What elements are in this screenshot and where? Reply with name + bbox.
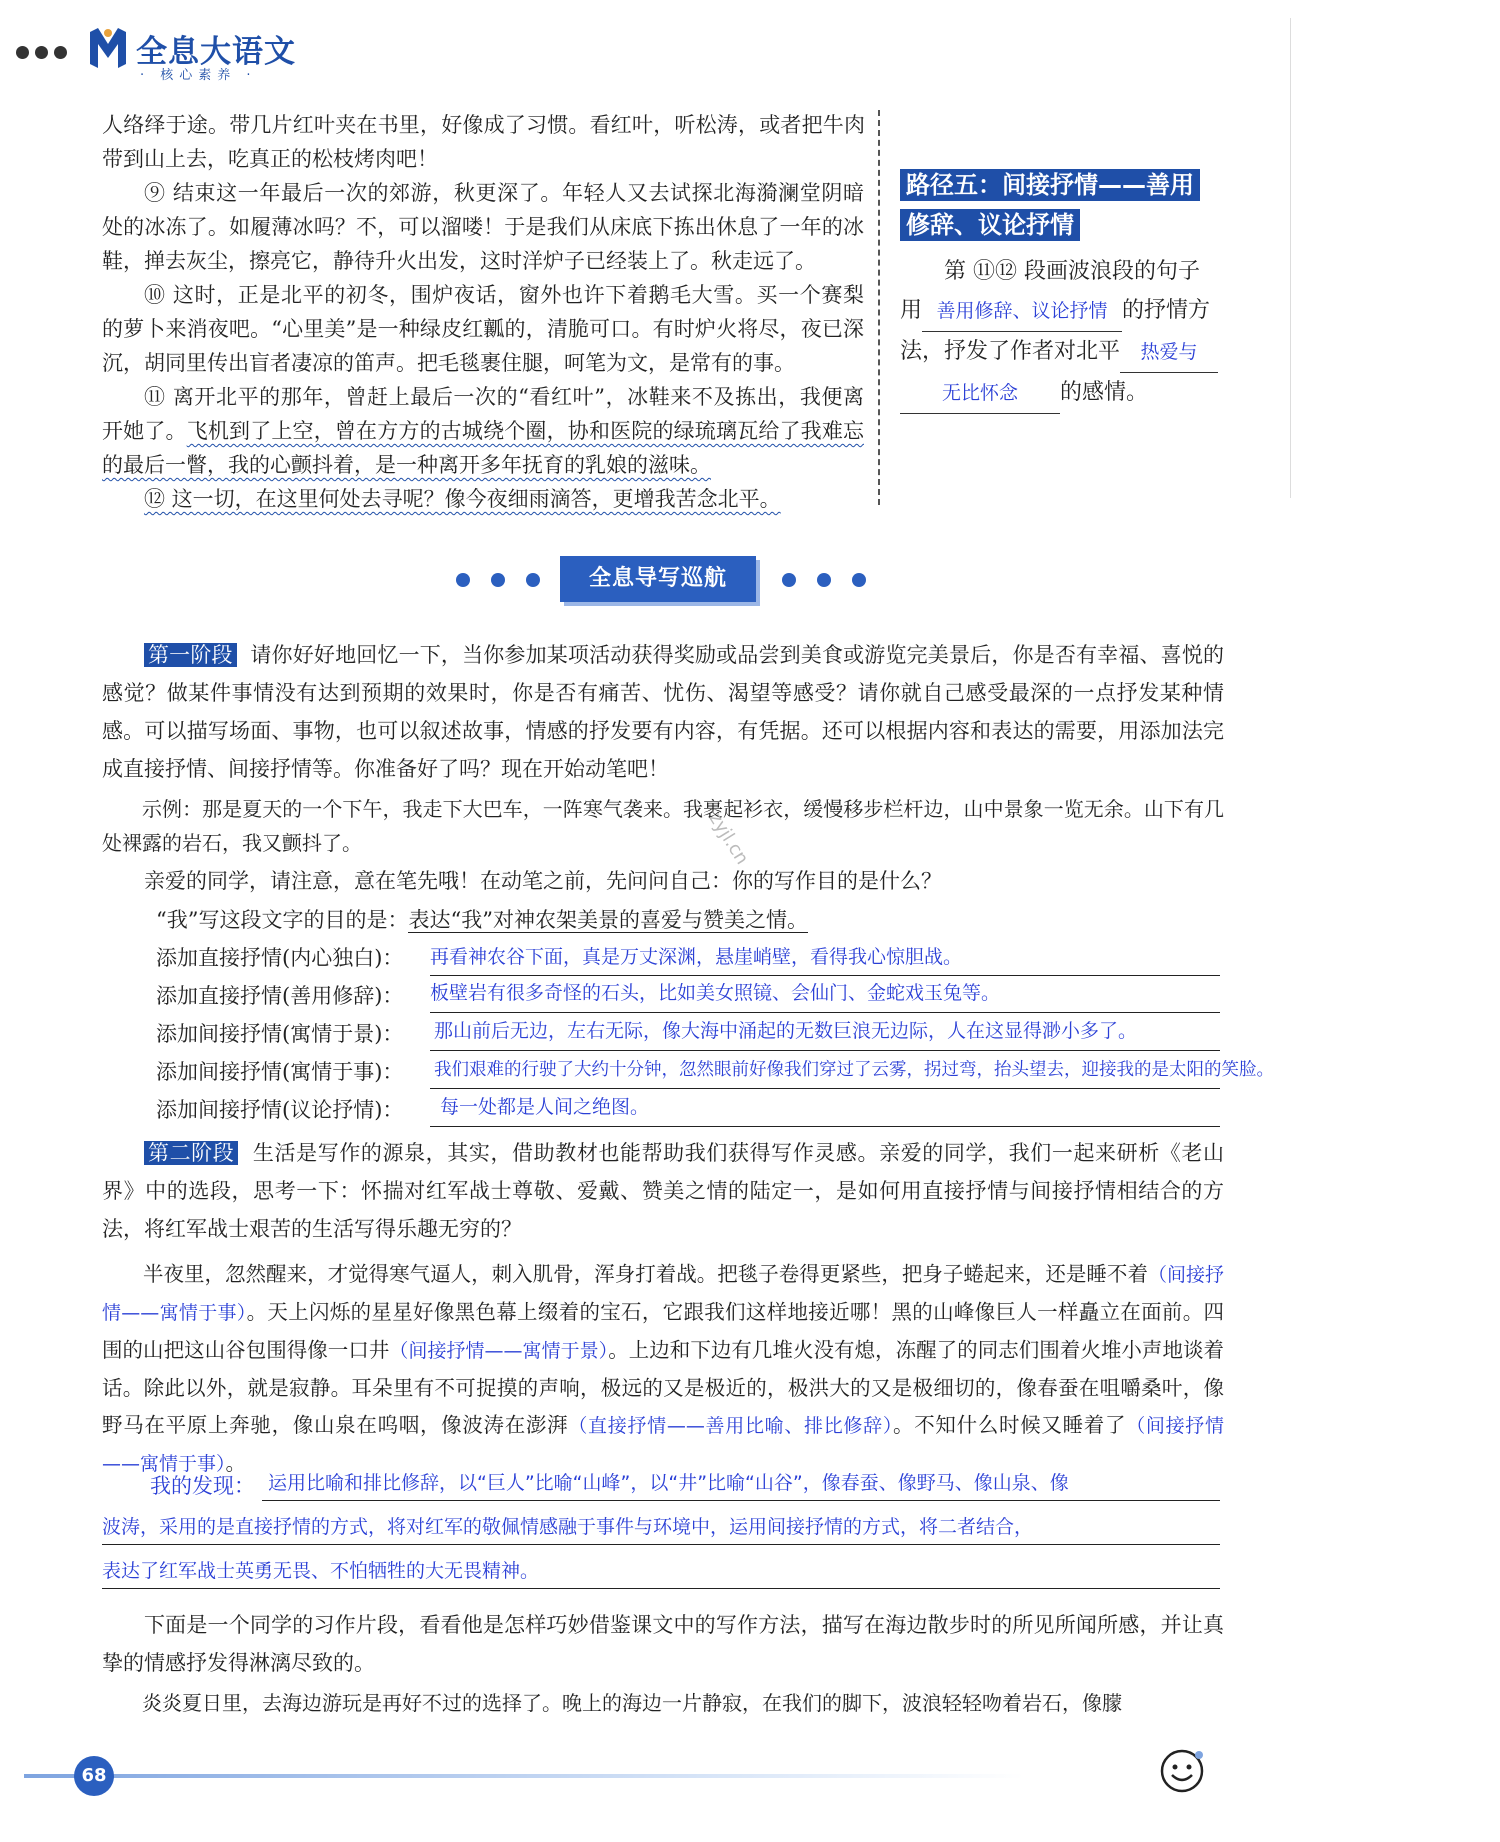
- fill-answer-5[interactable]: 每一处都是人间之绝图。: [440, 1096, 650, 1118]
- sidenote-line-2: 用 善用修辞、议论抒情 的抒情方: [900, 291, 1230, 332]
- passage: [102, 108, 864, 516]
- brand-subtitle: · 核心素养 ·: [140, 68, 257, 83]
- sidenote-body: [900, 252, 1230, 414]
- closing: [102, 1606, 1224, 1720]
- purpose-label: “我”写这段文字的目的是：: [156, 908, 409, 932]
- fill-line: [430, 1088, 1220, 1089]
- stage-2: [102, 1134, 1224, 1483]
- paragraph-12-wavy: ⑫ 这一切，在这里何处去寻呢？像今夜细雨滴答，更增我苦念北平。: [144, 487, 781, 511]
- stage-2-excerpt: 半夜里，忽然醒来，才觉得寒气逼人，刺入肌骨，浑身打着战。把毯子卷得更紧些，把身子蜷起来，还是睡不着（间接抒情——寓情于事）。天上闪烁的星星好像黑色幕上缀着的宝石，它跟我们这样地接近哪！黑的山峰像巨人一样矗立在面前。四围的山把这山谷包围得像一口井（间接抒情——寓情于景）。上边和下边有几堆火没有熄，冻醒了的同志们围着火堆小声地谈着话。除此以外，就是寂静。耳朵里有不可捉摸的声响，极远的又是极近的，极洪大的又是极细切的，像春蚕在咀嚼桑叶，像野马在平原上奔驰，像山泉在呜咽，像波涛在澎湃（直接抒情——善用比喻、排比修辞）。不知什么时候又睡着了（间接抒情——寓情于事）。: [102, 1262, 1225, 1475]
- footer-bar: [24, 1774, 1024, 1778]
- header-dots: [16, 44, 73, 63]
- logo-icon: [86, 24, 130, 70]
- brand-name: 全息大语文: [136, 34, 296, 70]
- finding-rule: [102, 1544, 1220, 1545]
- page-number: 68: [74, 1756, 114, 1796]
- fill-answer-1[interactable]: 再看神农谷下面，真是万丈深渊，悬崖峭壁，看得我心惊胆战。: [430, 946, 963, 968]
- section-banner: 全息导写巡航: [560, 556, 756, 602]
- fill-line: [430, 975, 1220, 976]
- sidenote-answer-3: 无比怀念: [900, 374, 1060, 414]
- banner-dot: [817, 573, 831, 587]
- banner-dot: [782, 573, 796, 587]
- banner-dot: [491, 573, 505, 587]
- paragraph-11: [102, 380, 864, 482]
- fill-answer-2[interactable]: 板壁岩有很多奇怪的石头，比如美女照镜、会仙门、金蛇戏玉兔等。: [430, 982, 1001, 1004]
- stage-2-intro: 第二阶段 生活是写作的源泉，其实，借助教材也能帮助我们获得写作灵感。亲爱的同学，我们一起来研析《老山界》中的选段，思考一下：怀揣对红军战士尊敬、爱戴、赞美之情的陆定一，是如何用直接抒情与间接抒情相结合的方法，将红军战士艰苦的生活写得乐趣无穷的？: [102, 1141, 1225, 1241]
- fill-row-3: 添加间接抒情(寓情于景)：: [156, 1022, 404, 1046]
- sidenote-line-3: 法，抒发了作者对北平 热爱与: [900, 332, 1230, 373]
- banner-dot: [456, 573, 470, 587]
- paragraph-12: [102, 482, 864, 516]
- finding-label: 我的发现：: [150, 1474, 255, 1498]
- stage-2-tag: 第二阶段: [144, 1141, 238, 1165]
- stage-1-example: 示例：那是夏天的一个下午，我走下大巴车，一阵寒气袭来。我裹起衫衣，缓慢移步栏杆边，山中景象一览无余。山下有几处裸露的岩石，我又颤抖了。: [102, 797, 1224, 855]
- banner-dot: [526, 573, 540, 587]
- stage-1: [102, 636, 1224, 900]
- watermark: zyjl.cn: [704, 808, 753, 869]
- fill-line: [430, 1126, 1220, 1127]
- stage-1-intro: 第一阶段 请你好好地回忆一下，当你参加某项活动获得奖励或品尝到美食或游览完美景后，你是否有幸福、喜悦的感觉？做某件事情没有达到预期的效果时，你是否有痛苦、忧伤、渴望等感受？请你就自己感受最深的一点抒发某种情感。可以描写场面、事物，也可以叙述故事，情感的抒发要有内容，有凭据。还可以根据内容和表达的需要，用添加法完成直接抒情、间接抒情等。你准备好了吗？现在开始动笔吧！: [102, 643, 1225, 781]
- fill-row-4: 添加间接抒情(寓情于事)：: [156, 1060, 404, 1084]
- closing-intro: 下面是一个同学的习作片段，看看他是怎样巧妙借鉴课文中的写作方法，描写在海边散步时的所见所闻所感，并让真挚的情感抒发得淋漓尽致的。: [102, 1613, 1224, 1675]
- smiley-icon: [1158, 1746, 1208, 1796]
- fill-line: [430, 1012, 1220, 1013]
- fill-answer-4[interactable]: 我们艰难的行驶了大约十分钟，忽然眼前好像我们穿过了云雾，拐过弯，抬头望去，迎接我的是太阳的笑脸。: [434, 1060, 1274, 1080]
- sidenote-line-1: 第 ⑪⑫ 段画波浪段的句子: [944, 259, 1200, 284]
- sidenote-line-4: 无比怀念 的感情。: [900, 373, 1230, 414]
- sidenote-title-1: 路径五：间接抒情——善用: [900, 166, 1230, 204]
- sidenote-title-2: 修辞、议论抒情: [900, 206, 1230, 244]
- stage-1-tag: 第一阶段: [144, 643, 237, 667]
- purpose-row: [156, 904, 808, 936]
- column-divider: [878, 110, 880, 505]
- purpose-text: 表达“我”对神农架美景的喜爱与赞美之情。: [408, 908, 808, 932]
- annotation: （间接抒情——寓情于事）: [102, 1264, 1224, 1324]
- annotation: （间接抒情——寓情于事）: [102, 1415, 1225, 1475]
- finding-line-1[interactable]: 运用比喻和排比修辞，以“巨人”比喻“山峰”，以“井”比喻“山谷”，像春蚕、像野马、像山泉、像: [268, 1472, 1069, 1494]
- paragraph-11-wavy: 飞机到了上空，曾在方方的古城绕个圈，协和医院的绿琉璃瓦给了我难忘的最后一瞥，我的心颤抖着，是一种离开多年抚育的乳娘的滋味。: [102, 419, 864, 477]
- stage-1-reminder: 亲爱的同学，请注意，意在笔先哦！在动笔之前，先问问自己：你的写作目的是什么？: [144, 869, 942, 893]
- paragraph-9: ⑨ 结束这一年最后一次的郊游，秋更深了。年轻人又去试探北海漪澜堂阴暗处的冰冻了。如履薄冰吗？不，可以溜喽！于是我们从床底下拣出休息了一年的冰鞋，掸去灰尘，擦亮它，静待升火出发，这时洋炉子已经装上了。秋走远了。: [102, 181, 864, 273]
- sidenote-answer-2: 热爱与: [1120, 333, 1218, 373]
- sidenote: [900, 166, 1230, 414]
- closing-sample: 炎炎夏日里，去海边游玩是再好不过的选择了。晚上的海边一片静寂，在我们的脚下，波浪轻轻吻着岩石，像朦: [142, 1691, 1122, 1715]
- fill-line: [430, 1050, 1220, 1051]
- page-edge-line: [1290, 18, 1291, 498]
- paragraph-10: ⑩ 这时，正是北平的初冬，围炉夜话，窗外也许下着鹅毛大雪。买一个赛梨的萝卜来消夜吧。“心里美”是一种绿皮红瓤的，清脆可口。有时炉火将尽，夜已深沉，胡同里传出盲者凄凉的笛声。把毛毯裹住腿，呵笔为文，是常有的事。: [102, 283, 864, 375]
- annotation: （间接抒情——寓情于景）: [389, 1340, 609, 1362]
- paragraph-11-text: ⑪ 离开北平的那年，曾赶上最后一次的“看红叶”，冰鞋来不及拣出，我便离开她了。: [102, 385, 864, 443]
- annotation: （直接抒情——善用比喻、排比修辞）: [568, 1415, 894, 1437]
- fill-row-5: 添加间接抒情(议论抒情)：: [156, 1098, 404, 1122]
- finding-rule: [102, 1588, 1220, 1589]
- finding-rule: [262, 1500, 1220, 1501]
- passage-line-1: 人络绎于途。带几片红叶夹在书里，好像成了习惯。看红叶，听松涛，或者把牛肉: [102, 113, 866, 137]
- banner-dot: [852, 573, 866, 587]
- sidenote-answer-1: 善用修辞、议论抒情: [922, 292, 1122, 332]
- fill-row-2: 添加直接抒情(善用修辞)：: [156, 984, 404, 1008]
- passage-line-2: 带到山上去，吃真正的松枝烤肉吧！: [102, 147, 438, 171]
- fill-answer-3[interactable]: 那山前后无边，左右无际，像大海中涌起的无数巨浪无边际，人在这显得渺小多了。: [434, 1020, 1138, 1042]
- fill-row-1: 添加直接抒情(内心独白)：: [156, 946, 404, 970]
- finding-line-2[interactable]: 波涛，采用的是直接抒情的方式，将对红军的敬佩情感融于事件与环境中，运用间接抒情的方式，将二者结合，: [102, 1516, 1034, 1538]
- finding-line-3[interactable]: 表达了红军战士英勇无畏、不怕牺牲的大无畏精神。: [102, 1560, 540, 1582]
